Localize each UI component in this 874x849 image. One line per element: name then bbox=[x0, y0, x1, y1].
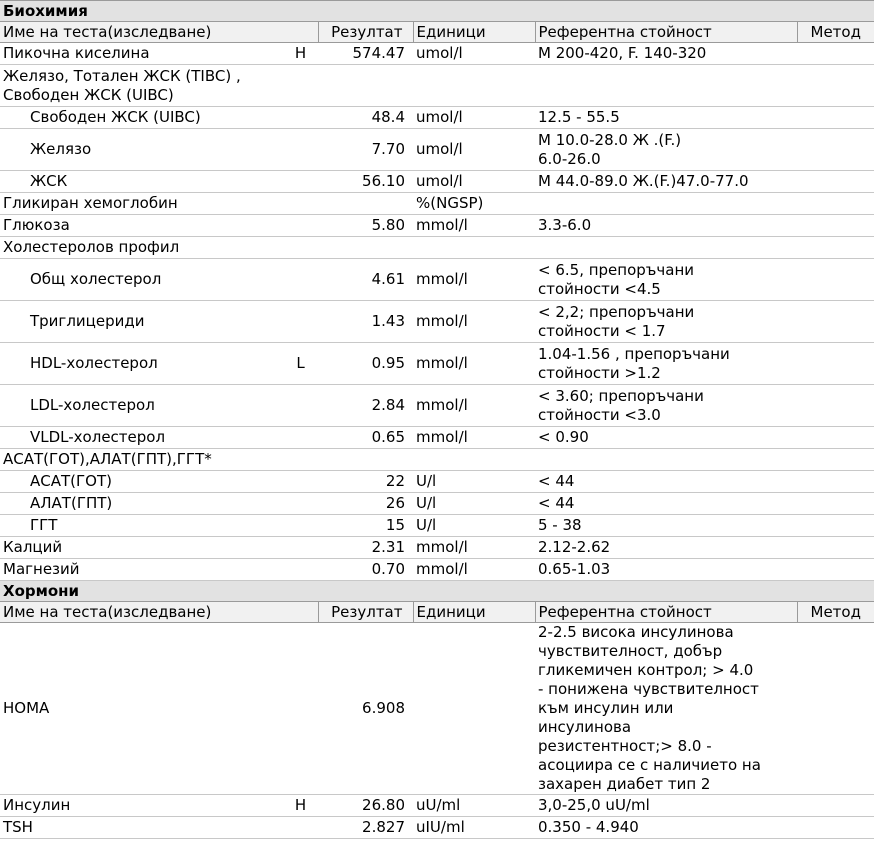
method bbox=[797, 215, 874, 237]
header-result: Резултат bbox=[318, 602, 413, 623]
table-row bbox=[0, 237, 874, 259]
table-row bbox=[0, 449, 874, 471]
reference-range: < 6.5, препоръчани стойности <4.5 bbox=[535, 259, 797, 301]
units: mmol/l bbox=[413, 343, 535, 385]
header-units: Единици bbox=[413, 602, 535, 623]
units: mmol/l bbox=[413, 537, 535, 559]
flag bbox=[283, 817, 318, 839]
test-name: АЛАТ(ГПТ) bbox=[0, 493, 283, 515]
table-row bbox=[0, 65, 874, 107]
result-value: 56.10 bbox=[318, 171, 413, 193]
units: mmol/l bbox=[413, 559, 535, 581]
table-row bbox=[0, 301, 874, 343]
result-value: 2.31 bbox=[318, 537, 413, 559]
units: U/l bbox=[413, 471, 535, 493]
flag bbox=[283, 493, 318, 515]
table-row bbox=[0, 129, 874, 171]
result-value bbox=[318, 193, 413, 215]
table-row bbox=[0, 795, 874, 817]
header-name: Име на теста(изследване) bbox=[0, 602, 318, 623]
units: %(NGSP) bbox=[413, 193, 535, 215]
reference-range bbox=[535, 449, 797, 471]
method bbox=[797, 43, 874, 65]
section-hormones bbox=[0, 581, 874, 602]
units: mmol/l bbox=[413, 301, 535, 343]
table-row bbox=[0, 471, 874, 493]
table-row bbox=[0, 817, 874, 839]
method bbox=[797, 259, 874, 301]
units: umol/l bbox=[413, 107, 535, 129]
reference-range: < 0.90 bbox=[535, 427, 797, 449]
table-row bbox=[0, 493, 874, 515]
test-name: Магнезий bbox=[0, 559, 283, 581]
reference-range bbox=[535, 193, 797, 215]
table-row bbox=[0, 385, 874, 427]
flag bbox=[283, 215, 318, 237]
test-name: HOMA bbox=[0, 623, 283, 795]
reference-range: 1.04-1.56 , препоръчани стойности >1.2 bbox=[535, 343, 797, 385]
flag bbox=[283, 623, 318, 795]
test-name: Калций bbox=[0, 537, 283, 559]
reference-range: < 2,2; препоръчани стойности < 1.7 bbox=[535, 301, 797, 343]
result-value: 1.43 bbox=[318, 301, 413, 343]
result-value: 26.80 bbox=[318, 795, 413, 817]
units: mmol/l bbox=[413, 427, 535, 449]
reference-range: 3.3-6.0 bbox=[535, 215, 797, 237]
reference-range: < 44 bbox=[535, 471, 797, 493]
table-row bbox=[0, 259, 874, 301]
reference-range: M 10.0-28.0 Ж .(F.) 6.0-26.0 bbox=[535, 129, 797, 171]
units: umol/l bbox=[413, 43, 535, 65]
units: U/l bbox=[413, 493, 535, 515]
flag bbox=[283, 259, 318, 301]
reference-range: 2-2.5 висока инсулинова чувствителност, добър гликемичен контрол; > 4.0 - понижена чувствителност към инсулин или инсулинова резистентност;> 8.0 - асоциира се с наличието на захарен диабет тип 2 bbox=[535, 623, 797, 795]
result-value: 574.47 bbox=[318, 43, 413, 65]
table-row bbox=[0, 215, 874, 237]
result-value bbox=[318, 237, 413, 259]
flag: H bbox=[283, 43, 318, 65]
table-row bbox=[0, 107, 874, 129]
section-biochemistry bbox=[0, 1, 874, 22]
table-row bbox=[0, 559, 874, 581]
method bbox=[797, 623, 874, 795]
test-name: ГГТ bbox=[0, 515, 283, 537]
result-value: 48.4 bbox=[318, 107, 413, 129]
reference-range: 3,0-25,0 uU/ml bbox=[535, 795, 797, 817]
method bbox=[797, 795, 874, 817]
header-reference: Референтна стойност bbox=[535, 602, 797, 623]
flag bbox=[283, 171, 318, 193]
table-row bbox=[0, 427, 874, 449]
method bbox=[797, 129, 874, 171]
units bbox=[413, 237, 535, 259]
method bbox=[797, 559, 874, 581]
reference-range: < 3.60; препоръчани стойности <3.0 bbox=[535, 385, 797, 427]
units: uU/ml bbox=[413, 795, 535, 817]
section-title: Биохимия bbox=[0, 1, 874, 22]
reference-range: 5 - 38 bbox=[535, 515, 797, 537]
method bbox=[797, 237, 874, 259]
reference-range: 2.12-2.62 bbox=[535, 537, 797, 559]
units: umol/l bbox=[413, 171, 535, 193]
flag: L bbox=[283, 343, 318, 385]
result-value: 15 bbox=[318, 515, 413, 537]
method bbox=[797, 193, 874, 215]
table-row bbox=[0, 343, 874, 385]
header-result: Резултат bbox=[318, 22, 413, 43]
flag bbox=[283, 193, 318, 215]
flag bbox=[283, 301, 318, 343]
flag bbox=[283, 427, 318, 449]
test-name: Пикочна киселина bbox=[0, 43, 283, 65]
table-header bbox=[0, 602, 874, 623]
header-reference: Референтна стойност bbox=[535, 22, 797, 43]
result-value: 26 bbox=[318, 493, 413, 515]
reference-range bbox=[535, 65, 797, 107]
method bbox=[797, 493, 874, 515]
table-row bbox=[0, 193, 874, 215]
method bbox=[797, 65, 874, 107]
test-name: АСАТ(ГОТ) bbox=[0, 471, 283, 493]
reference-range: 0.350 - 4.940 bbox=[535, 817, 797, 839]
flag bbox=[283, 515, 318, 537]
units bbox=[413, 65, 535, 107]
result-value bbox=[318, 65, 413, 107]
result-value: 0.65 bbox=[318, 427, 413, 449]
reference-range: M 200-420, F. 140-320 bbox=[535, 43, 797, 65]
table-row bbox=[0, 623, 874, 795]
table-row bbox=[0, 43, 874, 65]
units: umol/l bbox=[413, 129, 535, 171]
method bbox=[797, 107, 874, 129]
reference-range: 12.5 - 55.5 bbox=[535, 107, 797, 129]
test-name: Желязо bbox=[0, 129, 283, 171]
reference-range: 0.65-1.03 bbox=[535, 559, 797, 581]
reference-range: < 44 bbox=[535, 493, 797, 515]
reference-range bbox=[535, 237, 797, 259]
table-row bbox=[0, 171, 874, 193]
flag bbox=[283, 537, 318, 559]
test-name: LDL-холестерол bbox=[0, 385, 283, 427]
method bbox=[797, 817, 874, 839]
test-group-name: Желязо, Тотален ЖСК (TIBC) , Свободен ЖСК (UIBC) bbox=[0, 65, 318, 107]
result-value bbox=[318, 449, 413, 471]
test-name: VLDL-холестерол bbox=[0, 427, 283, 449]
table-row bbox=[0, 515, 874, 537]
units bbox=[413, 449, 535, 471]
method bbox=[797, 537, 874, 559]
result-value: 2.827 bbox=[318, 817, 413, 839]
method bbox=[797, 449, 874, 471]
test-name: Общ холестерол bbox=[0, 259, 283, 301]
flag bbox=[283, 559, 318, 581]
header-method: Метод bbox=[797, 602, 874, 623]
result-value: 4.61 bbox=[318, 259, 413, 301]
section-title: Хормони bbox=[0, 581, 874, 602]
flag bbox=[283, 129, 318, 171]
method bbox=[797, 171, 874, 193]
test-name: Свободен ЖСК (UIBC) bbox=[0, 107, 283, 129]
flag bbox=[283, 385, 318, 427]
header-method: Метод bbox=[797, 22, 874, 43]
result-value: 0.95 bbox=[318, 343, 413, 385]
test-name: Инсулин bbox=[0, 795, 283, 817]
test-name: TSH bbox=[0, 817, 283, 839]
units: U/l bbox=[413, 515, 535, 537]
method bbox=[797, 301, 874, 343]
header-units: Единици bbox=[413, 22, 535, 43]
test-group-name: Холестеролов профил bbox=[0, 237, 318, 259]
table-header bbox=[0, 22, 874, 43]
method bbox=[797, 471, 874, 493]
table-row bbox=[0, 537, 874, 559]
result-value: 2.84 bbox=[318, 385, 413, 427]
header-name: Име на теста(изследване) bbox=[0, 22, 318, 43]
method bbox=[797, 427, 874, 449]
method bbox=[797, 343, 874, 385]
result-value: 7.70 bbox=[318, 129, 413, 171]
test-name: HDL-холестерол bbox=[0, 343, 283, 385]
result-value: 0.70 bbox=[318, 559, 413, 581]
units: mmol/l bbox=[413, 215, 535, 237]
result-value: 22 bbox=[318, 471, 413, 493]
flag bbox=[283, 107, 318, 129]
test-name: Триглицериди bbox=[0, 301, 283, 343]
test-name: ЖСК bbox=[0, 171, 283, 193]
method bbox=[797, 515, 874, 537]
units: mmol/l bbox=[413, 259, 535, 301]
flag: H bbox=[283, 795, 318, 817]
units: mmol/l bbox=[413, 385, 535, 427]
method bbox=[797, 385, 874, 427]
units bbox=[413, 623, 535, 795]
units: uIU/ml bbox=[413, 817, 535, 839]
test-group-name: АСАТ(ГОТ),АЛАТ(ГПТ),ГГТ* bbox=[0, 449, 318, 471]
test-name: Глюкоза bbox=[0, 215, 283, 237]
result-value: 5.80 bbox=[318, 215, 413, 237]
reference-range: M 44.0-89.0 Ж.(F.)47.0-77.0 bbox=[535, 171, 797, 193]
result-value: 6.908 bbox=[318, 623, 413, 795]
test-name: Гликиран хемоглобин bbox=[0, 193, 283, 215]
flag bbox=[283, 471, 318, 493]
